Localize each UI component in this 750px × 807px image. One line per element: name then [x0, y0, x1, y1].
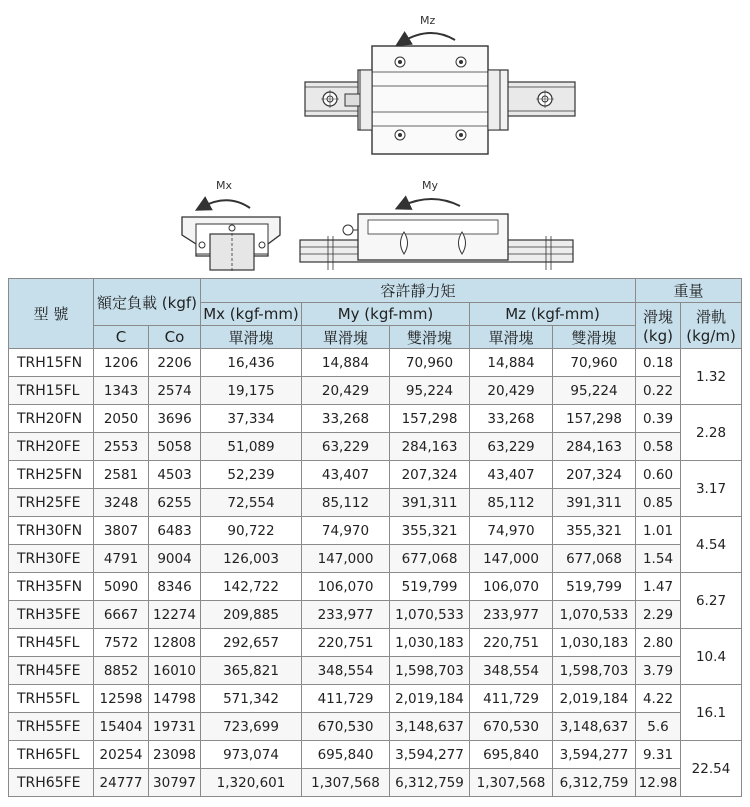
- cell-my2: 70,960: [390, 349, 470, 377]
- grease-nipple-icon: [343, 225, 353, 235]
- cell-c: 6667: [94, 601, 149, 629]
- cell-mz2: 2,019,184: [553, 685, 636, 713]
- cell-c: 2050: [94, 405, 149, 433]
- table-row: [9, 377, 742, 405]
- table-row: [9, 741, 742, 769]
- cell-co: 19731: [149, 713, 201, 741]
- cell-c: 3807: [94, 517, 149, 545]
- table-row: [9, 685, 742, 713]
- cell-mz1: 74,970: [470, 517, 553, 545]
- cell-c: 24777: [94, 769, 149, 797]
- cell-model: TRH65FL: [9, 741, 94, 769]
- cell-model: TRH20FN: [9, 405, 94, 433]
- cell-c: 2581: [94, 461, 149, 489]
- cell-mz1: 411,729: [470, 685, 553, 713]
- cell-mx: 723,699: [201, 713, 302, 741]
- my-arrow: [402, 199, 460, 206]
- cell-block: 9.31: [636, 741, 681, 769]
- cell-my1: 14,884: [302, 349, 390, 377]
- table-row: [9, 769, 742, 797]
- cell-co: 14798: [149, 685, 201, 713]
- mz-label: Mz: [420, 14, 436, 27]
- cell-my2: 3,148,637: [390, 713, 470, 741]
- cell-mz1: 348,554: [470, 657, 553, 685]
- cell-mx: 142,722: [201, 573, 302, 601]
- cell-c: 2553: [94, 433, 149, 461]
- cell-block: 2.29: [636, 601, 681, 629]
- header-block-weight: 滑塊 (kg): [636, 303, 681, 349]
- cell-mz1: 1,307,568: [470, 769, 553, 797]
- cell-rail-weight: 16.1: [681, 685, 742, 741]
- cell-co: 2574: [149, 377, 201, 405]
- header-rated-load: 額定負載 (kgf): [94, 279, 201, 326]
- cell-block: 4.22: [636, 685, 681, 713]
- cell-rail-weight: 1.32: [681, 349, 742, 405]
- cell-mx: 51,089: [201, 433, 302, 461]
- cell-my2: 1,070,533: [390, 601, 470, 629]
- cell-my1: 106,070: [302, 573, 390, 601]
- cell-model: TRH55FE: [9, 713, 94, 741]
- cell-mz2: 284,163: [553, 433, 636, 461]
- cell-block: 0.60: [636, 461, 681, 489]
- header-mz-double: 雙滑塊: [553, 326, 636, 349]
- cell-mz2: 3,594,277: [553, 741, 636, 769]
- cell-my1: 43,407: [302, 461, 390, 489]
- cell-model: TRH35FN: [9, 573, 94, 601]
- header-weight: 重量: [636, 279, 742, 303]
- table-row: [9, 629, 742, 657]
- table-row: [9, 349, 742, 377]
- cell-co: 3696: [149, 405, 201, 433]
- table-row: [9, 657, 742, 685]
- cell-rail-weight: 3.17: [681, 461, 742, 517]
- cell-my2: 284,163: [390, 433, 470, 461]
- cell-co: 4503: [149, 461, 201, 489]
- cell-mz2: 157,298: [553, 405, 636, 433]
- cell-c: 3248: [94, 489, 149, 517]
- cell-model: TRH30FN: [9, 517, 94, 545]
- cell-mz1: 20,429: [470, 377, 553, 405]
- cell-my2: 157,298: [390, 405, 470, 433]
- cell-mx: 19,175: [201, 377, 302, 405]
- cell-mz2: 391,311: [553, 489, 636, 517]
- cell-rail-weight: 4.54: [681, 517, 742, 573]
- cell-mx: 1,320,601: [201, 769, 302, 797]
- table-row: [9, 573, 742, 601]
- cell-model: TRH25FE: [9, 489, 94, 517]
- end-view-figure: [182, 179, 280, 272]
- table-body: [9, 349, 742, 797]
- table-row: [9, 461, 742, 489]
- cell-mx: 126,003: [201, 545, 302, 573]
- cell-co: 2206: [149, 349, 201, 377]
- block-hole-icon: [456, 130, 466, 140]
- cell-mx: 16,436: [201, 349, 302, 377]
- block-hole-icon: [395, 130, 405, 140]
- cell-mz2: 1,070,533: [553, 601, 636, 629]
- cell-my1: 1,307,568: [302, 769, 390, 797]
- cell-block: 2.80: [636, 629, 681, 657]
- cell-mx: 52,239: [201, 461, 302, 489]
- cell-mz2: 3,148,637: [553, 713, 636, 741]
- cell-my1: 233,977: [302, 601, 390, 629]
- cell-my1: 348,554: [302, 657, 390, 685]
- cell-my1: 411,729: [302, 685, 390, 713]
- top-view-figure: [305, 14, 575, 154]
- cell-c: 15404: [94, 713, 149, 741]
- cell-rail-weight: 10.4: [681, 629, 742, 685]
- header-mz-single: 單滑塊: [470, 326, 553, 349]
- cell-c: 7572: [94, 629, 149, 657]
- cell-mx: 37,334: [201, 405, 302, 433]
- cell-block: 12.98: [636, 769, 681, 797]
- cell-block: 0.22: [636, 377, 681, 405]
- cell-my1: 33,268: [302, 405, 390, 433]
- cell-my1: 20,429: [302, 377, 390, 405]
- cell-block: 0.85: [636, 489, 681, 517]
- cell-co: 30797: [149, 769, 201, 797]
- cell-my2: 519,799: [390, 573, 470, 601]
- cell-my2: 95,224: [390, 377, 470, 405]
- specification-table: [8, 278, 742, 797]
- cell-mz2: 677,068: [553, 545, 636, 573]
- cell-co: 6255: [149, 489, 201, 517]
- table-row: [9, 517, 742, 545]
- cell-block: 1.47: [636, 573, 681, 601]
- cell-model: TRH45FL: [9, 629, 94, 657]
- cell-my1: 670,530: [302, 713, 390, 741]
- cell-mx: 90,722: [201, 517, 302, 545]
- cell-mz1: 695,840: [470, 741, 553, 769]
- cell-co: 9004: [149, 545, 201, 573]
- cell-block: 0.58: [636, 433, 681, 461]
- cell-mx: 571,342: [201, 685, 302, 713]
- table-row: [9, 489, 742, 517]
- cell-co: 6483: [149, 517, 201, 545]
- cell-c: 12598: [94, 685, 149, 713]
- cell-mz1: 220,751: [470, 629, 553, 657]
- cell-rail-weight: 6.27: [681, 573, 742, 629]
- cell-my1: 74,970: [302, 517, 390, 545]
- cell-c: 1343: [94, 377, 149, 405]
- cell-c: 20254: [94, 741, 149, 769]
- header-my: My (kgf-mm): [302, 303, 470, 326]
- cell-model: TRH15FN: [9, 349, 94, 377]
- cell-c: 4791: [94, 545, 149, 573]
- cell-mz1: 233,977: [470, 601, 553, 629]
- table-row: [9, 405, 742, 433]
- cell-model: TRH45FE: [9, 657, 94, 685]
- cell-my2: 355,321: [390, 517, 470, 545]
- cell-my1: 695,840: [302, 741, 390, 769]
- cell-co: 12274: [149, 601, 201, 629]
- mx-label: Mx: [216, 179, 233, 192]
- cell-model: TRH20FE: [9, 433, 94, 461]
- cell-mz1: 63,229: [470, 433, 553, 461]
- moment-diagrams: [0, 0, 750, 278]
- header-model: 型 號: [9, 279, 94, 349]
- cell-mz2: 207,324: [553, 461, 636, 489]
- cell-mx: 209,885: [201, 601, 302, 629]
- cell-block: 3.79: [636, 657, 681, 685]
- cell-block: 1.01: [636, 517, 681, 545]
- cell-my2: 3,594,277: [390, 741, 470, 769]
- cell-mz1: 670,530: [470, 713, 553, 741]
- my-label: My: [422, 179, 439, 192]
- cell-block: 0.18: [636, 349, 681, 377]
- cell-co: 12808: [149, 629, 201, 657]
- cell-mz1: 106,070: [470, 573, 553, 601]
- cell-mz1: 147,000: [470, 545, 553, 573]
- cell-my1: 63,229: [302, 433, 390, 461]
- header-co: Co: [149, 326, 201, 349]
- cell-model: TRH25FN: [9, 461, 94, 489]
- cell-c: 8852: [94, 657, 149, 685]
- mz-arrow: [402, 33, 455, 42]
- cell-mx: 72,554: [201, 489, 302, 517]
- cell-my2: 1,598,703: [390, 657, 470, 685]
- header-mx: Mx (kgf-mm): [201, 303, 302, 326]
- header-mx-single: 單滑塊: [201, 326, 302, 349]
- grease-nipple-icon: [345, 94, 360, 106]
- cell-my2: 677,068: [390, 545, 470, 573]
- cell-model: TRH35FE: [9, 601, 94, 629]
- table-row: [9, 713, 742, 741]
- cell-co: 8346: [149, 573, 201, 601]
- cell-mx: 292,657: [201, 629, 302, 657]
- header-mz: Mz (kgf-mm): [470, 303, 636, 326]
- cell-mz2: 70,960: [553, 349, 636, 377]
- cell-mz1: 85,112: [470, 489, 553, 517]
- cell-c: 5090: [94, 573, 149, 601]
- cell-mz2: 519,799: [553, 573, 636, 601]
- cell-model: TRH65FE: [9, 769, 94, 797]
- table-row: [9, 545, 742, 573]
- block-hole-icon: [456, 57, 466, 67]
- cell-co: 23098: [149, 741, 201, 769]
- cell-rail-weight: 2.28: [681, 405, 742, 461]
- side-view-figure: [300, 179, 573, 270]
- cell-co: 16010: [149, 657, 201, 685]
- cell-mz1: 33,268: [470, 405, 553, 433]
- cell-c: 1206: [94, 349, 149, 377]
- cell-model: TRH30FE: [9, 545, 94, 573]
- header-my-double: 雙滑塊: [390, 326, 470, 349]
- cell-my2: 2,019,184: [390, 685, 470, 713]
- mx-arrow: [202, 200, 250, 208]
- cell-mz2: 6,312,759: [553, 769, 636, 797]
- table-row: [9, 433, 742, 461]
- cell-my2: 1,030,183: [390, 629, 470, 657]
- block-hole-icon: [395, 57, 405, 67]
- cell-mz2: 1,598,703: [553, 657, 636, 685]
- cell-my1: 220,751: [302, 629, 390, 657]
- cell-my1: 147,000: [302, 545, 390, 573]
- header-rail-weight: 滑軌 (kg/m): [681, 303, 742, 349]
- cell-mz1: 14,884: [470, 349, 553, 377]
- header-my-single: 單滑塊: [302, 326, 390, 349]
- cell-co: 5058: [149, 433, 201, 461]
- cell-mz2: 355,321: [553, 517, 636, 545]
- header-static-moment: 容許靜力矩: [201, 279, 636, 303]
- header-c: C: [94, 326, 149, 349]
- cell-my2: 6,312,759: [390, 769, 470, 797]
- cell-my2: 207,324: [390, 461, 470, 489]
- cell-model: TRH15FL: [9, 377, 94, 405]
- cell-my1: 85,112: [302, 489, 390, 517]
- cell-mx: 973,074: [201, 741, 302, 769]
- cell-rail-weight: 22.54: [681, 741, 742, 797]
- cell-mz1: 43,407: [470, 461, 553, 489]
- cell-mz2: 95,224: [553, 377, 636, 405]
- cell-mz2: 1,030,183: [553, 629, 636, 657]
- cell-block: 0.39: [636, 405, 681, 433]
- cell-model: TRH55FL: [9, 685, 94, 713]
- cell-my2: 391,311: [390, 489, 470, 517]
- cell-mx: 365,821: [201, 657, 302, 685]
- table-row: [9, 601, 742, 629]
- cell-block: 1.54: [636, 545, 681, 573]
- cell-block: 5.6: [636, 713, 681, 741]
